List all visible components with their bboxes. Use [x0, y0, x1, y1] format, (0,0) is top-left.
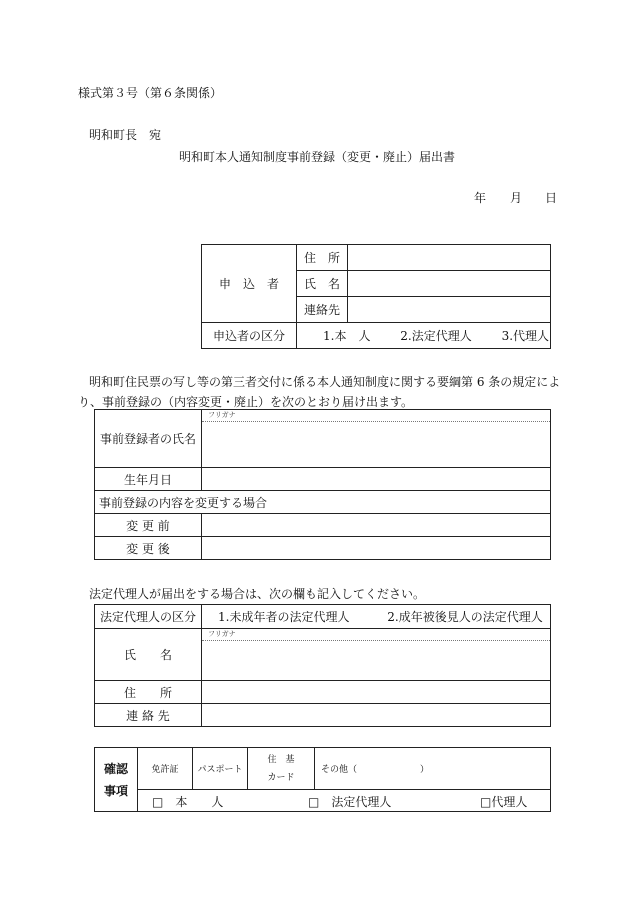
after-field[interactable] [202, 537, 551, 560]
date-month: 月 [510, 191, 523, 205]
registrant-birth-label: 生年月日 [95, 468, 202, 491]
applicant-address-field[interactable] [348, 245, 551, 271]
confirm-license[interactable]: 免許証 [138, 748, 193, 790]
confirm-label-line1: 確認 [103, 761, 128, 776]
confirm-checks [138, 790, 551, 812]
intro-line-2: り、事前登録の（内容変更・廃止）を次のとおり届け出ます。 [78, 395, 414, 409]
check-self[interactable]: □ 本 人 [152, 794, 224, 809]
proxy-contact-field[interactable] [202, 704, 551, 727]
applicant-contact-label: 連絡先 [297, 297, 348, 323]
proxy-table [94, 604, 551, 727]
confirm-other[interactable]: その他（ ） [315, 748, 551, 790]
before-label: 変 更 前 [95, 514, 202, 537]
intro-line-1: 明和町住民票の写し等の第三者交付に係る本人通知制度に関する要綱第 6 条の規定によ [89, 375, 561, 389]
registrant-birth-field[interactable] [202, 468, 551, 491]
applicant-name-label: 氏 名 [297, 271, 348, 297]
proxy-address-label: 住 所 [95, 681, 202, 704]
applicant-name-field[interactable] [348, 271, 551, 297]
confirm-label [95, 748, 138, 812]
form-number: 様式第３号（第６条関係） [78, 86, 223, 100]
applicant-address-label: 住 所 [297, 245, 348, 271]
applicant-label: 申 込 者 [202, 245, 297, 323]
proxy-category-options[interactable] [202, 605, 551, 629]
after-label: 変 更 後 [95, 537, 202, 560]
proxy-furigana-label: フリガナ [202, 629, 550, 641]
proxy-contact-label: 連 絡 先 [95, 704, 202, 727]
proxy-address-field[interactable] [202, 681, 551, 704]
applicant-table [201, 244, 551, 349]
confirm-resident-card[interactable] [248, 748, 315, 790]
confirm-passport[interactable]: パスポート [193, 748, 248, 790]
registrant-name-field[interactable] [202, 410, 551, 468]
proxy-option-ward[interactable]: 2.成年被後見人の法定代理人 [387, 610, 543, 624]
page-title: 明和町本人通知制度事前登録（変更・廃止）届出書 [179, 150, 456, 164]
check-legal-proxy[interactable]: □ 法定代理人 [308, 794, 392, 809]
addressee: 明和町長 宛 [89, 128, 162, 142]
date-year: 年 [474, 191, 487, 205]
change-heading: 事前登録の内容を変更する場合 [95, 491, 551, 514]
date-day: 日 [545, 191, 558, 205]
applicant-category-options[interactable] [297, 323, 551, 349]
applicant-contact-field[interactable] [348, 297, 551, 323]
applicant-category-label: 申込者の区分 [202, 323, 297, 349]
confirm-table [94, 747, 551, 812]
registrant-table [94, 409, 551, 560]
check-agent[interactable]: □代理人 [480, 794, 528, 809]
resident-card-line2: カード [267, 772, 295, 783]
proxy-option-minor[interactable]: 1.未成年者の法定代理人 [218, 610, 350, 624]
registrant-furigana-label: フリガナ [202, 410, 550, 422]
proxy-note: 法定代理人が届出をする場合は、次の欄も記入してください。 [89, 587, 426, 601]
proxy-category-label: 法定代理人の区分 [95, 605, 202, 629]
proxy-name-label: 氏 名 [95, 629, 202, 681]
applicant-option-agent[interactable]: 3.代理人 [501, 329, 550, 343]
proxy-name-field[interactable] [202, 629, 551, 681]
before-field[interactable] [202, 514, 551, 537]
resident-card-line1: 住 基 [267, 754, 295, 765]
applicant-option-legal[interactable]: 2.法定代理人 [400, 329, 472, 343]
confirm-label-line2: 事項 [103, 783, 128, 798]
applicant-option-self[interactable]: 1.本 人 [323, 329, 371, 343]
registrant-name-label: 事前登録者の氏名 [95, 410, 202, 468]
